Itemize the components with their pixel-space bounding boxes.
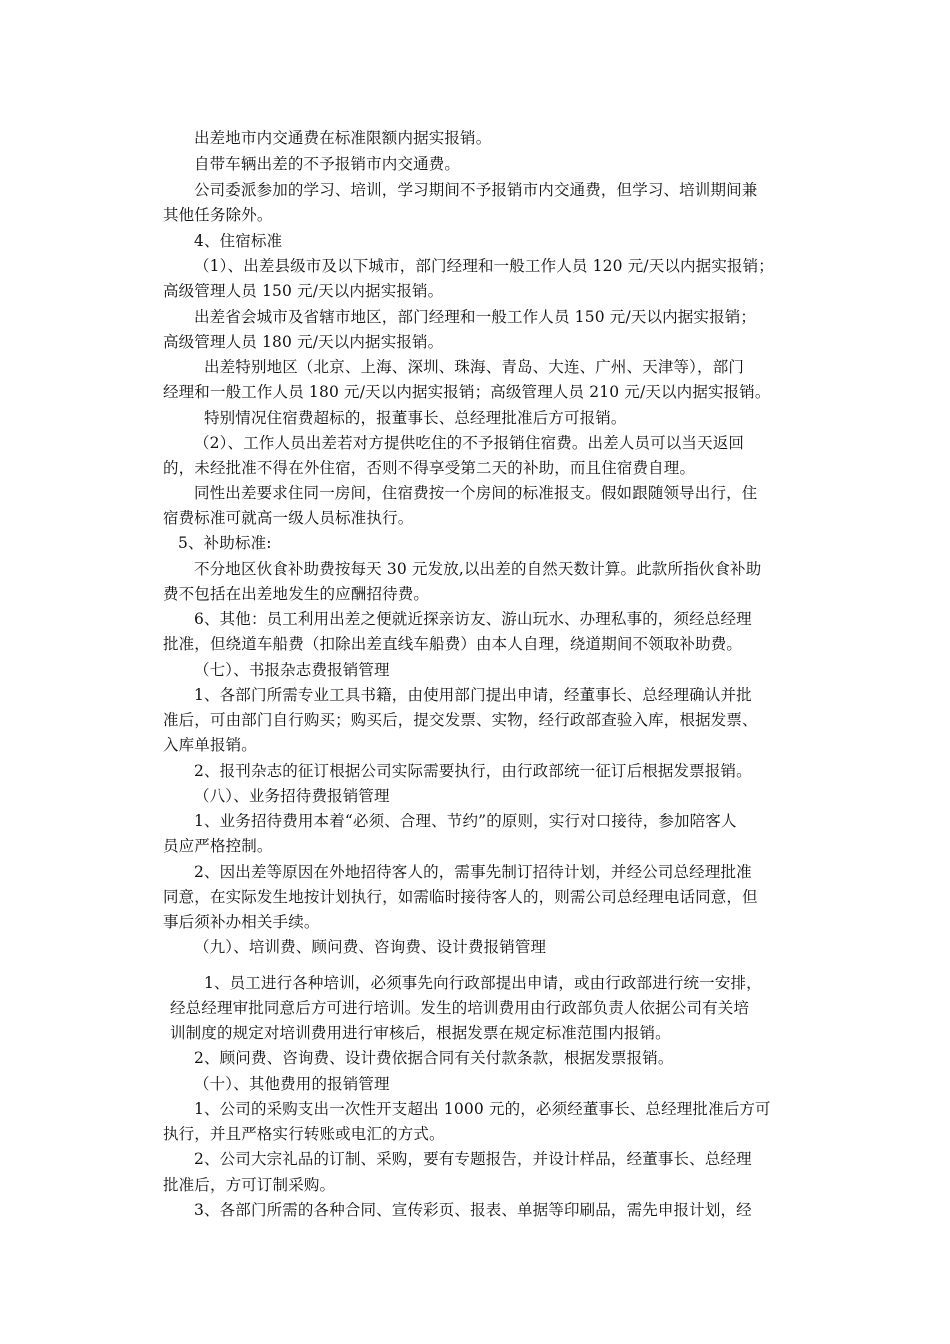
text-line: 训制度的规定对培训费用进行审核后，根据发票在规定标准范围内报销。 xyxy=(170,1024,671,1042)
text-line: 经总经理审批同意后方可进行培训。发生的培训费用由行政部负责人依据公司有关培 xyxy=(170,999,750,1017)
section-heading: （十）、其他费用的报销管理 xyxy=(194,1075,390,1093)
text-line: 的，未经批准不得在外住宿，否则不得享受第二天的补助，而且住宿费自理。 xyxy=(163,459,696,477)
section-heading: （八）、业务招待费报销管理 xyxy=(194,787,390,805)
text-line: 出差地市内交通费在标准限额内据实报销。 xyxy=(194,129,492,147)
text-line: 特别情况住宿费超标的，报董事长、总经理批准后方可报销。 xyxy=(204,409,627,427)
text-line: 2、报刊杂志的征订根据公司实际需要执行，由行政部统一征订后根据发票报销。 xyxy=(194,762,752,780)
text-line: 准后，可由部门自行购买；购买后，提交发票、实物，经行政部查验入库，根据发票、 xyxy=(163,711,758,729)
text-line: 自带车辆出差的不予报销市内交通费。 xyxy=(194,155,461,173)
text-line: （2）、工作人员出差若对方提供吃住的不予报销住宿费。出差人员可以当天返回 xyxy=(194,434,745,452)
text-line: 同性出差要求住同一房间，住宿费按一个房间的标准报支。假如跟随领导出行，住 xyxy=(194,484,758,502)
text-line: 1、各部门所需专业工具书籍，由使用部门提出申请，经董事长、总经理确认并批 xyxy=(194,686,752,704)
text-line: 出差特别地区（北京、上海、深圳、珠海、青岛、大连、广州、天津等），部门 xyxy=(204,358,745,376)
text-line: 宿费标准可就高一级人员标准执行。 xyxy=(163,509,414,527)
text-line: 2、因出差等原因在外地招待客人的，需事先制订招待计划，并经公司总经理批准 xyxy=(194,863,752,881)
text-line: 2、顾问费、咨询费、设计费依据合同有关付款条款，根据发票报销。 xyxy=(194,1049,674,1067)
text-line: 1、员工进行各种培训，必须事先向行政部提出申请，或由行政部进行统一安排， xyxy=(204,974,762,992)
text-line: 2、公司大宗礼品的订制、采购，要有专题报告，并设计样品，经董事长、总经理 xyxy=(194,1150,752,1168)
section-heading: （九）、培训费、顾问费、咨询费、设计费报销管理 xyxy=(194,938,547,956)
text-line: 出差省会城市及省辖市地区，部门经理和一般工作人员 150 元/天以内据实报销； xyxy=(194,308,757,326)
text-line: 员应严格控制。 xyxy=(163,837,273,855)
text-line: 高级管理人员 150 元/天以内据实报销。 xyxy=(163,282,444,300)
text-line: （1）、出差县级市及以下城市，部门经理和一般工作人员 120 元/天以内据实报销； xyxy=(194,257,774,275)
section-heading: 5、补助标准: xyxy=(178,534,272,552)
text-line: 经理和一般工作人员 180 元/天以内据实报销；高级管理人员 210 元/天以内据实报销。 xyxy=(163,383,771,401)
text-line: 3、各部门所需的各种合同、宣传彩页、报表、单据等印刷品，需先申报计划，经 xyxy=(194,1201,752,1219)
text-line: 入库单报销。 xyxy=(163,736,257,754)
section-heading: （七）、书报杂志费报销管理 xyxy=(194,661,390,679)
section-heading: 4、住宿标准 xyxy=(194,232,283,250)
text-line: 不分地区伙食补助费按每天 30 元发放,以出差的自然天数计算。此款所指伙食补助 xyxy=(194,560,762,578)
text-line: 执行，并且严格实行转账或电汇的方式。 xyxy=(163,1125,445,1143)
text-line: 1、业务招待费用本着“必须、合理、节约”的原则，实行对口接待，参加陪客人 xyxy=(194,812,737,830)
text-line: 批准后，方可订制采购。 xyxy=(163,1176,336,1194)
text-line: 1、公司的采购支出一次性开支超出 1000 元的，必须经董事长、总经理批准后方可 xyxy=(194,1100,771,1118)
text-line: 6、其他：员工利用出差之便就近探亲访友、游山玩水、办理私事的，须经总经理 xyxy=(194,610,752,628)
text-line: 事后须补办相关手续。 xyxy=(163,913,320,931)
text-line: 批准，但绕道车船费（扣除出差直线车船费）由本人自理，绕道期间不领取补助费。 xyxy=(163,635,743,653)
text-line: 其他任务除外。 xyxy=(163,206,273,224)
text-line: 同意，在实际发生地按计划执行，如需临时接待客人的，则需公司总经理电话同意，但 xyxy=(163,888,758,906)
text-line: 高级管理人员 180 元/天以内据实报销。 xyxy=(163,333,444,351)
text-line: 公司委派参加的学习、培训，学习期间不予报销市内交通费，但学习、培训期间兼 xyxy=(194,181,758,199)
text-line: 费不包括在出差地发生的应酬招待费。 xyxy=(163,585,430,603)
